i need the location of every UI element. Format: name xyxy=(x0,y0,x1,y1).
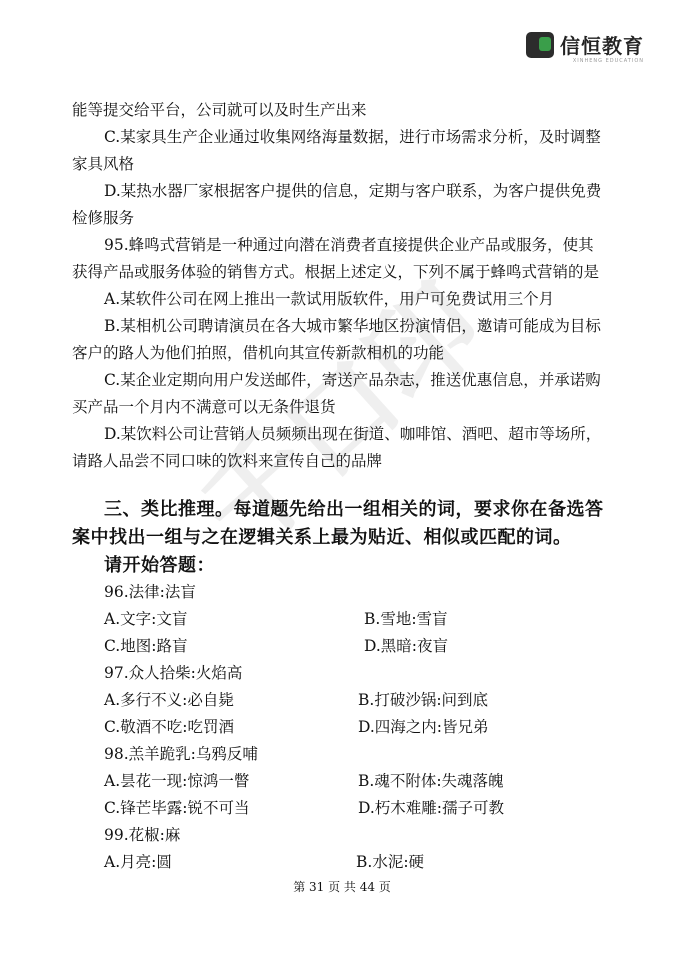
q97-option-d: D.四海之内:皆兄弟 xyxy=(358,718,489,736)
section-title-cont: 案中找出一组与之在逻辑关系上最为贴近、相似或匹配的词。 xyxy=(72,527,572,548)
q98-option-c: C.锋芒毕露:锐不可当 xyxy=(104,799,250,817)
q96-option-c: C.地图:路盲 xyxy=(104,637,188,655)
q97-option-b: B.打破沙锅:问到底 xyxy=(358,691,489,709)
section-title: 三、类比推理。每道题先给出一组相关的词，要求你在备选答 xyxy=(104,499,604,520)
question-98-stem: 98.羔羊跪乳:乌鸦反哺 xyxy=(104,745,258,763)
question-99-stem: 99.花椒:麻 xyxy=(104,826,181,844)
q98-option-d: D.朽木难雕:孺子可教 xyxy=(358,799,505,817)
question-97-stem: 97.众人拾柴:火焰高 xyxy=(104,664,243,682)
question-95-stem: 95.蜂鸣式营销是一种通过向潜在消费者直接提供企业产品或服务，使其 xyxy=(104,236,594,254)
question-96-stem: 96.法律:法盲 xyxy=(104,583,196,601)
q98-option-b: B.魂不附体:失魂落魄 xyxy=(358,772,504,790)
q99-option-a: A.月亮:圆 xyxy=(104,853,172,871)
option-d-text: D.某热水器厂家根据客户提供的信息，定期与客户联系，为客户提供免费 xyxy=(104,182,602,200)
q96-option-a: A.文字:文盲 xyxy=(104,610,188,628)
text-line: 获得产品或服务体验的销售方式。根据上述定义，下列不属于蜂鸣式营销的是 xyxy=(72,263,600,281)
option-d-text: D.某饮料公司让营销人员频频出现在街道、咖啡馆、酒吧、超市等场所， xyxy=(104,425,602,443)
q96-option-b: B.雪地:雪盲 xyxy=(364,610,448,628)
option-a-text: A.某软件公司在网上推出一款试用版软件，用户可免费试用三个月 xyxy=(104,290,555,308)
option-b-text: B.某相机公司聘请演员在各大城市繁华地区扮演情侣，邀请可能成为目标 xyxy=(104,317,601,335)
option-c-text: C.某家具生产企业通过收集网络海量数据，进行市场需求分析，及时调整 xyxy=(104,128,601,146)
text-line: 检修服务 xyxy=(72,209,135,227)
q96-option-d: D.黑暗:夜盲 xyxy=(364,637,449,655)
text-line: 能等提交给平台，公司就可以及时生产出来 xyxy=(72,101,367,119)
logo-icon xyxy=(526,32,554,58)
q97-option-c: C.敬酒不吃:吃罚酒 xyxy=(104,718,234,736)
option-c-text: C.某企业定期向用户发送邮件，寄送产品杂志，推送优惠信息，并承诺购 xyxy=(104,371,601,389)
logo-text: 信恒教育 xyxy=(560,34,644,58)
logo-subtext: XINHENG EDUCATION xyxy=(572,58,644,64)
text-line: 客户的路人为他们拍照，借机向其宣传新款相机的功能 xyxy=(72,344,445,362)
section-instruction: 请开始答题： xyxy=(104,555,215,576)
page-number: 第 31 页 共 44 页 xyxy=(293,880,391,894)
text-line: 请路人品尝不同口味的饮料来宣传自己的品牌 xyxy=(72,452,383,470)
q99-option-b: B.水泥:硬 xyxy=(356,853,425,871)
q97-option-a: A.多行不义:必自毙 xyxy=(104,691,234,709)
text-line: 家具风格 xyxy=(72,155,135,173)
q98-option-a: A.昙花一现:惊鸿一瞥 xyxy=(104,772,250,790)
text-line: 买产品一个月内不满意可以无条件退货 xyxy=(72,398,336,416)
logo xyxy=(526,30,644,59)
